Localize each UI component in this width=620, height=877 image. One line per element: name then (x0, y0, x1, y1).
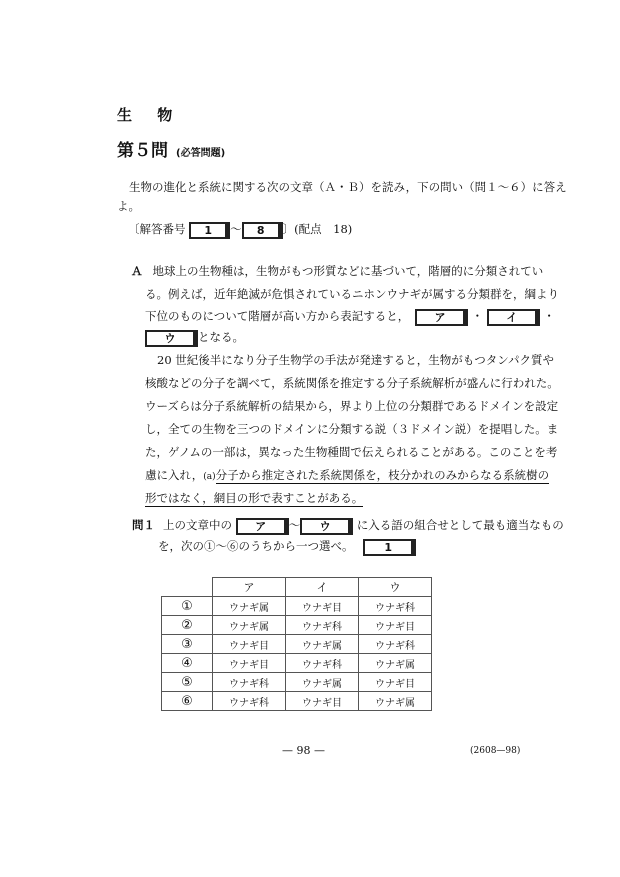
q1-text: 上の文章中の (163, 518, 232, 532)
passage-a-p2-line-5: た，ゲノムの一部は，異なった生物種間で伝えられることがある。このことを考 (145, 445, 558, 459)
table-header-i: イ (286, 578, 359, 597)
passage-a-p2-line-6 (145, 466, 549, 486)
option-number: ⑥ (162, 692, 213, 711)
table-cell: ウナギ属 (286, 635, 359, 654)
table-row (162, 673, 432, 692)
table-row (162, 635, 432, 654)
table-cell: ウナギ科 (286, 654, 359, 673)
passage-a-line-2: る。例えば，近年絶滅が危惧されているニホンウナギが属する分類群を，綱より (145, 287, 559, 301)
q1-blank-box-a: ア (236, 518, 289, 535)
separator-dot: ・ (543, 309, 555, 323)
passage-text: となる。 (198, 330, 244, 344)
table-cell: ウナギ属 (213, 597, 286, 616)
intro-line-2: よ。 (117, 199, 140, 213)
table-header-a: ア (213, 578, 286, 597)
option-number: ④ (162, 654, 213, 673)
table-cell: ウナギ科 (213, 692, 286, 711)
q1-text: を，次の①～⑥のうちから一つ選べ。 (158, 539, 354, 553)
table-cell: ウナギ目 (286, 597, 359, 616)
q1-tilde: ～ (288, 518, 301, 532)
underlined-statement-1: 分子から推定された系統関係を，枝分かれのみからなる系統樹の (215, 468, 550, 482)
table-cell: ウナギ属 (213, 616, 286, 635)
marker-a: (a) (203, 472, 216, 482)
page-code: (2608—98) (470, 746, 521, 756)
table-header-u: ウ (359, 578, 432, 597)
passage-text: 下位のものについて階層が高い方から表記すると， (145, 309, 410, 323)
subject-heading: 生 物 (117, 106, 183, 124)
table-cell: ウナギ科 (213, 673, 286, 692)
table-row (162, 692, 432, 711)
q1-answer-box: 1 (363, 539, 416, 556)
blank-box-i: イ (487, 309, 540, 326)
option-number: ⑤ (162, 673, 213, 692)
table-cell: ウナギ属 (359, 692, 432, 711)
table-cell: ウナギ科 (359, 597, 432, 616)
table-cell: ウナギ科 (359, 635, 432, 654)
intro-line-1: 生物の進化と系統に関する次の文章（Ａ・Ｂ）を読み，下の問い（問１～６）に答え (129, 180, 567, 194)
answer-box-start: 1 (189, 222, 230, 239)
passage-label: Ａ (131, 264, 143, 278)
table-cell: ウナギ目 (286, 692, 359, 711)
answer-range-suffix: 〕(配点 18) (282, 222, 353, 236)
q1-line-1 (132, 516, 564, 535)
passage-text: 慮に入れ， (145, 468, 204, 482)
passage-a-p2-line-1: 20 世紀後半になり分子生物学の手法が発達すると，生物がもつタンパク質や (157, 353, 554, 367)
table-cell: ウナギ属 (286, 673, 359, 692)
table-row (162, 597, 432, 616)
table-cell: ウナギ目 (359, 673, 432, 692)
option-number: ① (162, 597, 213, 616)
option-number: ② (162, 616, 213, 635)
passage-a-p2-line-4: し，全ての生物を三つのドメインに分類する説（３ドメイン説）を提唱した。ま (145, 422, 559, 436)
passage-a-line-4 (145, 328, 244, 347)
table-header-row (162, 578, 432, 597)
passage-a-line-1 (131, 262, 543, 280)
underlined-statement-2: 形ではなく，網目の形で表すことがある。 (145, 491, 364, 505)
table-corner-cell (162, 578, 213, 597)
options-table (161, 577, 432, 711)
q1-text: に入る語の組合せとして最も適当なもの (356, 518, 564, 532)
passage-text: 地球上の生物種は，生物がもつ形質などに基づいて，階層的に分類されてい (152, 264, 544, 278)
answer-range (128, 220, 352, 239)
option-number: ③ (162, 635, 213, 654)
q1-label: 問１ (132, 518, 155, 532)
answer-range-prefix: 〔解答番号 (128, 222, 186, 236)
answer-range-tilde: ～ (230, 222, 242, 236)
question-title: 第５問 (117, 141, 168, 161)
table-cell: ウナギ目 (213, 635, 286, 654)
question-heading (117, 136, 225, 161)
required-note: (必答問題) (176, 148, 226, 159)
blank-box-a: ア (415, 309, 468, 326)
passage-a-line-3 (145, 307, 555, 326)
separator-dot: ・ (471, 309, 484, 323)
q1-line-2 (158, 537, 416, 556)
table-cell: ウナギ目 (213, 654, 286, 673)
answer-box-end: 8 (242, 222, 283, 239)
table-cell: ウナギ科 (286, 616, 359, 635)
table-cell: ウナギ属 (359, 654, 432, 673)
q1-blank-box-u: ウ (300, 518, 353, 535)
table-cell: ウナギ目 (359, 616, 432, 635)
blank-box-u: ウ (145, 330, 198, 347)
passage-a-p2-line-2: 核酸などの分子を調べて，系統関係を推定する分子系統解析が盛んに行われた。 (145, 376, 559, 390)
table-row (162, 654, 432, 673)
table-row (162, 616, 432, 635)
passage-a-p2-line-7 (145, 489, 363, 507)
page-number: — 98 — (282, 744, 325, 757)
passage-a-p2-line-3: ウーズらは分子系統解析の結果から，界より上位の分類群であるドメインを設定 (145, 399, 559, 413)
